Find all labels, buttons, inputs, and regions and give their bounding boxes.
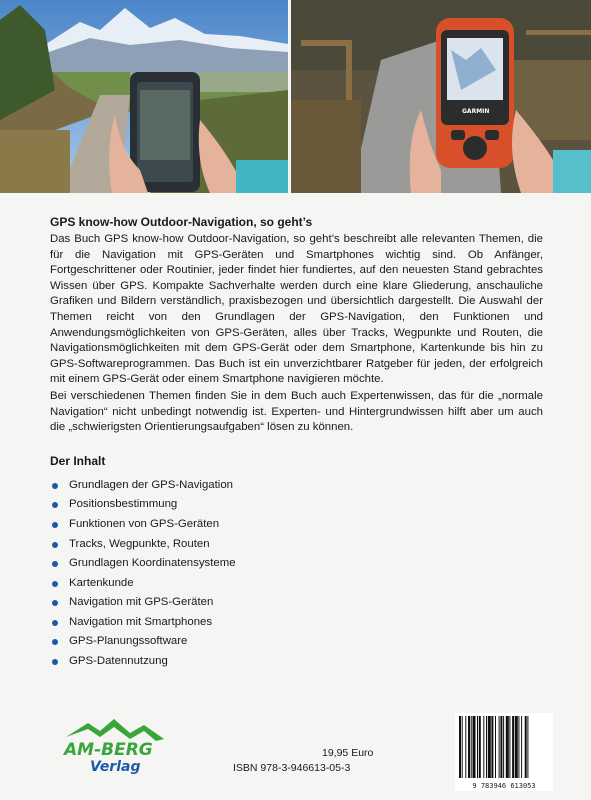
price-label: 19,95 Euro xyxy=(322,747,374,759)
barcode-bar xyxy=(509,716,510,778)
bullet-icon xyxy=(52,522,58,528)
contents-item: Navigation mit GPS-Geräten xyxy=(50,593,543,613)
barcode-bar xyxy=(521,716,522,778)
isbn-label: ISBN 978-3-946613-05-3 xyxy=(233,762,351,774)
barcode-bar xyxy=(500,716,502,778)
bullet-icon xyxy=(52,600,58,606)
contents-item: GPS-Datennutzung xyxy=(50,652,543,672)
barcode-bar xyxy=(477,716,478,778)
barcode-bar xyxy=(503,716,504,778)
barcode-bar xyxy=(479,716,481,778)
bullet-icon xyxy=(52,483,58,489)
barcode-bar xyxy=(518,716,519,778)
barcode-bar xyxy=(488,716,491,778)
cover-photos xyxy=(0,0,591,193)
isbn-barcode xyxy=(455,713,553,791)
description-paragraph-1: Das Buch GPS know-how Outdoor-Navigation, so geht’s beschreibt alle relevanten Themen, die für die Navigation mit GPS-Geräten und Smartphones wichtig sind. Ob Anfänger, Fortgeschrittener oder Routinier, jeder findet hier fundiertes, auf den neuesten Stand gebrachtes Wissen über GPS. Kompakte Sachverhalte werden durch eine klare Gliederung, anschauliche Grafiken und Bildern verständlich, praxisbezogen und übersichtlich dargestellt. Die Auswahl der Themen reicht von den Grundlagen der GPS-Navigation, den Funktionen und Anwendungsmöglichkeiten von GPS-Geräten, alles über Tracks, Wegpunkte und Routen, die Navigationsmöglichkeiten mit dem GPS-Gerät oder dem Smartphone, Kartenkunde bis hin zu GPS-Softwareprogrammen. Das Buch ist ein unverzichtbarer Ratgeber für jeden, der erfolgreich mit einem GPS-Gerät oder einem Smartphone navigieren möchte. xyxy=(50,233,543,386)
contents-item: Grundlagen der GPS-Navigation xyxy=(50,476,543,496)
contents-item: Grundlagen Koordinatensysteme xyxy=(50,554,543,574)
contents-item: Positionsbestimmung xyxy=(50,495,543,515)
contents-item: GPS-Planungssoftware xyxy=(50,632,543,652)
contents-item: Kartenkunde xyxy=(50,574,543,594)
bullet-icon xyxy=(52,659,58,665)
contents-item: Tracks, Wegpunkte, Routen xyxy=(50,535,543,555)
barcode-bar xyxy=(491,716,493,778)
barcode-digits: 9 783946 613053 xyxy=(472,782,536,790)
publisher-name: AM-BERG xyxy=(64,740,153,760)
bullet-icon xyxy=(52,639,58,645)
contents-list xyxy=(50,476,543,672)
barcode-bar xyxy=(459,716,461,778)
description-paragraph-2: Bei verschiedenen Themen finden Sie in dem Buch auch Expertenwissen, das für die „normale Navigation“ nicht unbedingt notwendig ist. Experten- und Hintergrundwissen hilft aber um auch die „schwierigsten Orientierungsaufgaben“ lösen zu können. xyxy=(50,389,543,434)
barcode-bar xyxy=(471,716,472,778)
device-brand-label: GARMIN xyxy=(462,108,490,115)
barcode-bar xyxy=(515,716,518,778)
bullet-icon xyxy=(52,502,58,508)
barcode-bar xyxy=(499,716,500,778)
photo-smartphone-mountains xyxy=(0,0,288,193)
bullet-icon xyxy=(52,542,58,548)
photo-gps-device-trail xyxy=(291,0,591,193)
barcode-bar xyxy=(468,716,470,778)
barcode-bar xyxy=(506,716,509,778)
contents-heading: Der Inhalt xyxy=(50,453,106,468)
barcode-bar xyxy=(465,716,466,778)
bullet-icon xyxy=(52,620,58,626)
barcode-bar xyxy=(486,716,487,778)
contents-item: Funktionen von GPS-Geräten xyxy=(50,515,543,535)
bullet-icon xyxy=(52,581,58,587)
barcode-bar xyxy=(483,716,484,778)
barcode-bar xyxy=(473,716,476,778)
publisher-imprint: Verlag xyxy=(90,759,141,775)
book-title: GPS know-how Outdoor-Navigation, so geht’s xyxy=(50,215,313,229)
barcode-bar xyxy=(525,716,527,778)
barcode-bar xyxy=(527,716,528,778)
barcode-bar xyxy=(495,716,496,778)
publisher-logo xyxy=(58,715,170,775)
contents-item: Navigation mit Smartphones xyxy=(50,613,543,633)
barcode-bar xyxy=(512,716,514,778)
description-block xyxy=(50,215,543,672)
barcode-bar xyxy=(462,716,463,778)
bullet-icon xyxy=(52,561,58,567)
